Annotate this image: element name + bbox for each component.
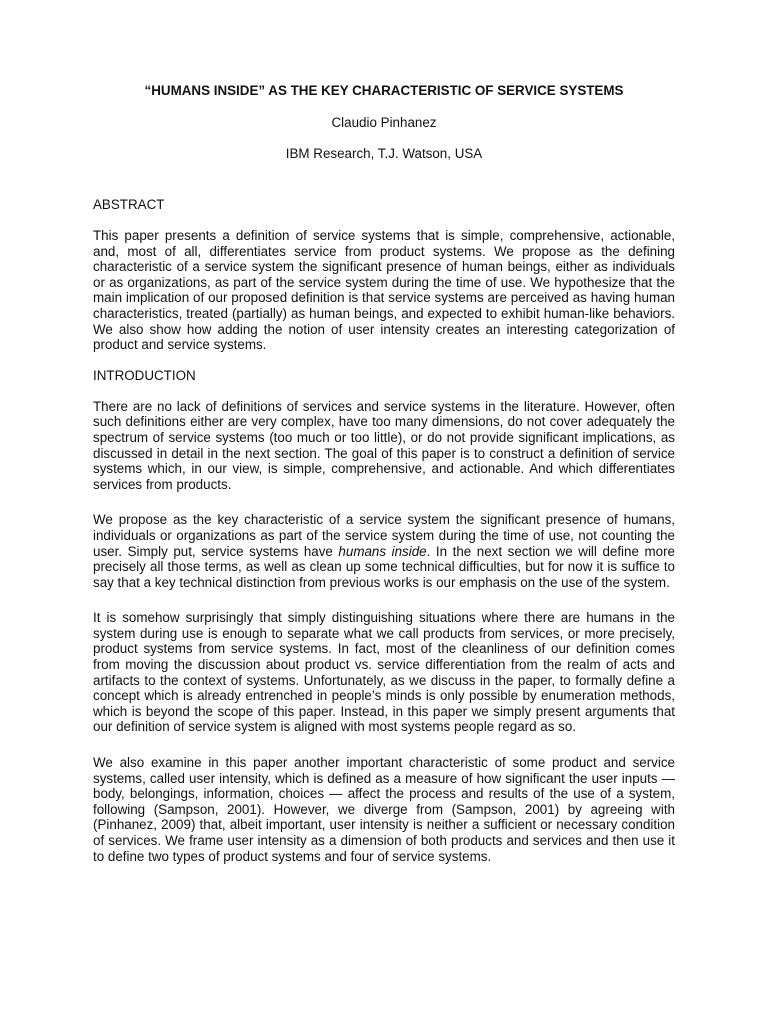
author-name: Claudio Pinhanez bbox=[331, 115, 437, 130]
introduction-heading: INTRODUCTION bbox=[93, 367, 196, 383]
paragraph-2-text-end: . In the next section we will define more precisely all those terms, as well as clean up some technical difficulties, but for now it is suffice to say that a key technical distinction from previous works is our emphasis on the use of the system. bbox=[93, 543, 675, 590]
introduction-paragraph-4: We also examine in this paper another important characteristic of some product and service systems, called user intensity, which is defined as a measure of how significant the user inputs — body, belongings, information, choices — affect the process and results of the use of a system, following (Sampson, 2001). However, we diverge from (Sampson, 2001) by agreeing with (Pinhanez, 2009) that, albeit important, user intensity is neither a sufficient or necessary condition of services. We frame user intensity as a dimension of both products and services and then use it to define two types of product systems and four of service systems. bbox=[93, 755, 675, 864]
paper-title: “HUMANS INSIDE” AS THE KEY CHARACTERISTIC OF SERVICE SYSTEMS bbox=[144, 83, 624, 98]
paragraph-2-text-start: We propose as the key characteristic of a service system the significant presence of humans, individuals or organizations as part of the service system during the time of use, not counting the user. Simply put, service systems have bbox=[93, 512, 675, 559]
introduction-paragraph-3: It is somehow surprisingly that simply distinguishing situations where there are humans in the system during use is enough to separate what we call products from services, or more precisely, product systems from service systems. In fact, most of the cleanliness of our definition comes from moving the discussion about product vs. service differentiation from the realm of acts and artifacts to the context of systems. Unfortunately, as we discuss in the paper, to formally define a concept which is already entrenched in people’s minds is only possible by enumeration methods, which is beyond the scope of this paper. Instead, in this paper we simply present arguments that our definition of service system is aligned with most systems people regard as so. bbox=[93, 610, 675, 735]
introduction-paragraph-2 bbox=[93, 512, 675, 590]
humans-inside-emphasis: humans inside bbox=[338, 543, 427, 559]
author-affiliation: IBM Research, T.J. Watson, USA bbox=[285, 146, 483, 161]
introduction-paragraph-1: There are no lack of definitions of services and service systems in the literature. However, often such definitions either are very complex, have too many dimensions, do not cover adequately the spectrum of service systems (too much or too little), or do not provide significant implications, as discussed in detail in the next section. The goal of this paper is to construct a definition of service systems which, in our view, is simple, comprehensive, and actionable. And which differentiates services from products. bbox=[93, 398, 675, 492]
abstract-text: This paper presents a definition of service systems that is simple, comprehensive, actionable, and, most of all, differentiates service from product systems. We propose as the defining characteristic of a service system the significant presence of human beings, either as individuals or as organizations, as part of the service system during the time of use. We hypothesize that the main implication of our proposed definition is that service systems are perceived as having human characteristics, treated (partially) as human beings, and expected to exhibit human-like behaviors. We also show how adding the notion of user intensity creates an interesting categorization of product and service systems. bbox=[93, 228, 675, 353]
abstract-heading: ABSTRACT bbox=[93, 197, 165, 212]
